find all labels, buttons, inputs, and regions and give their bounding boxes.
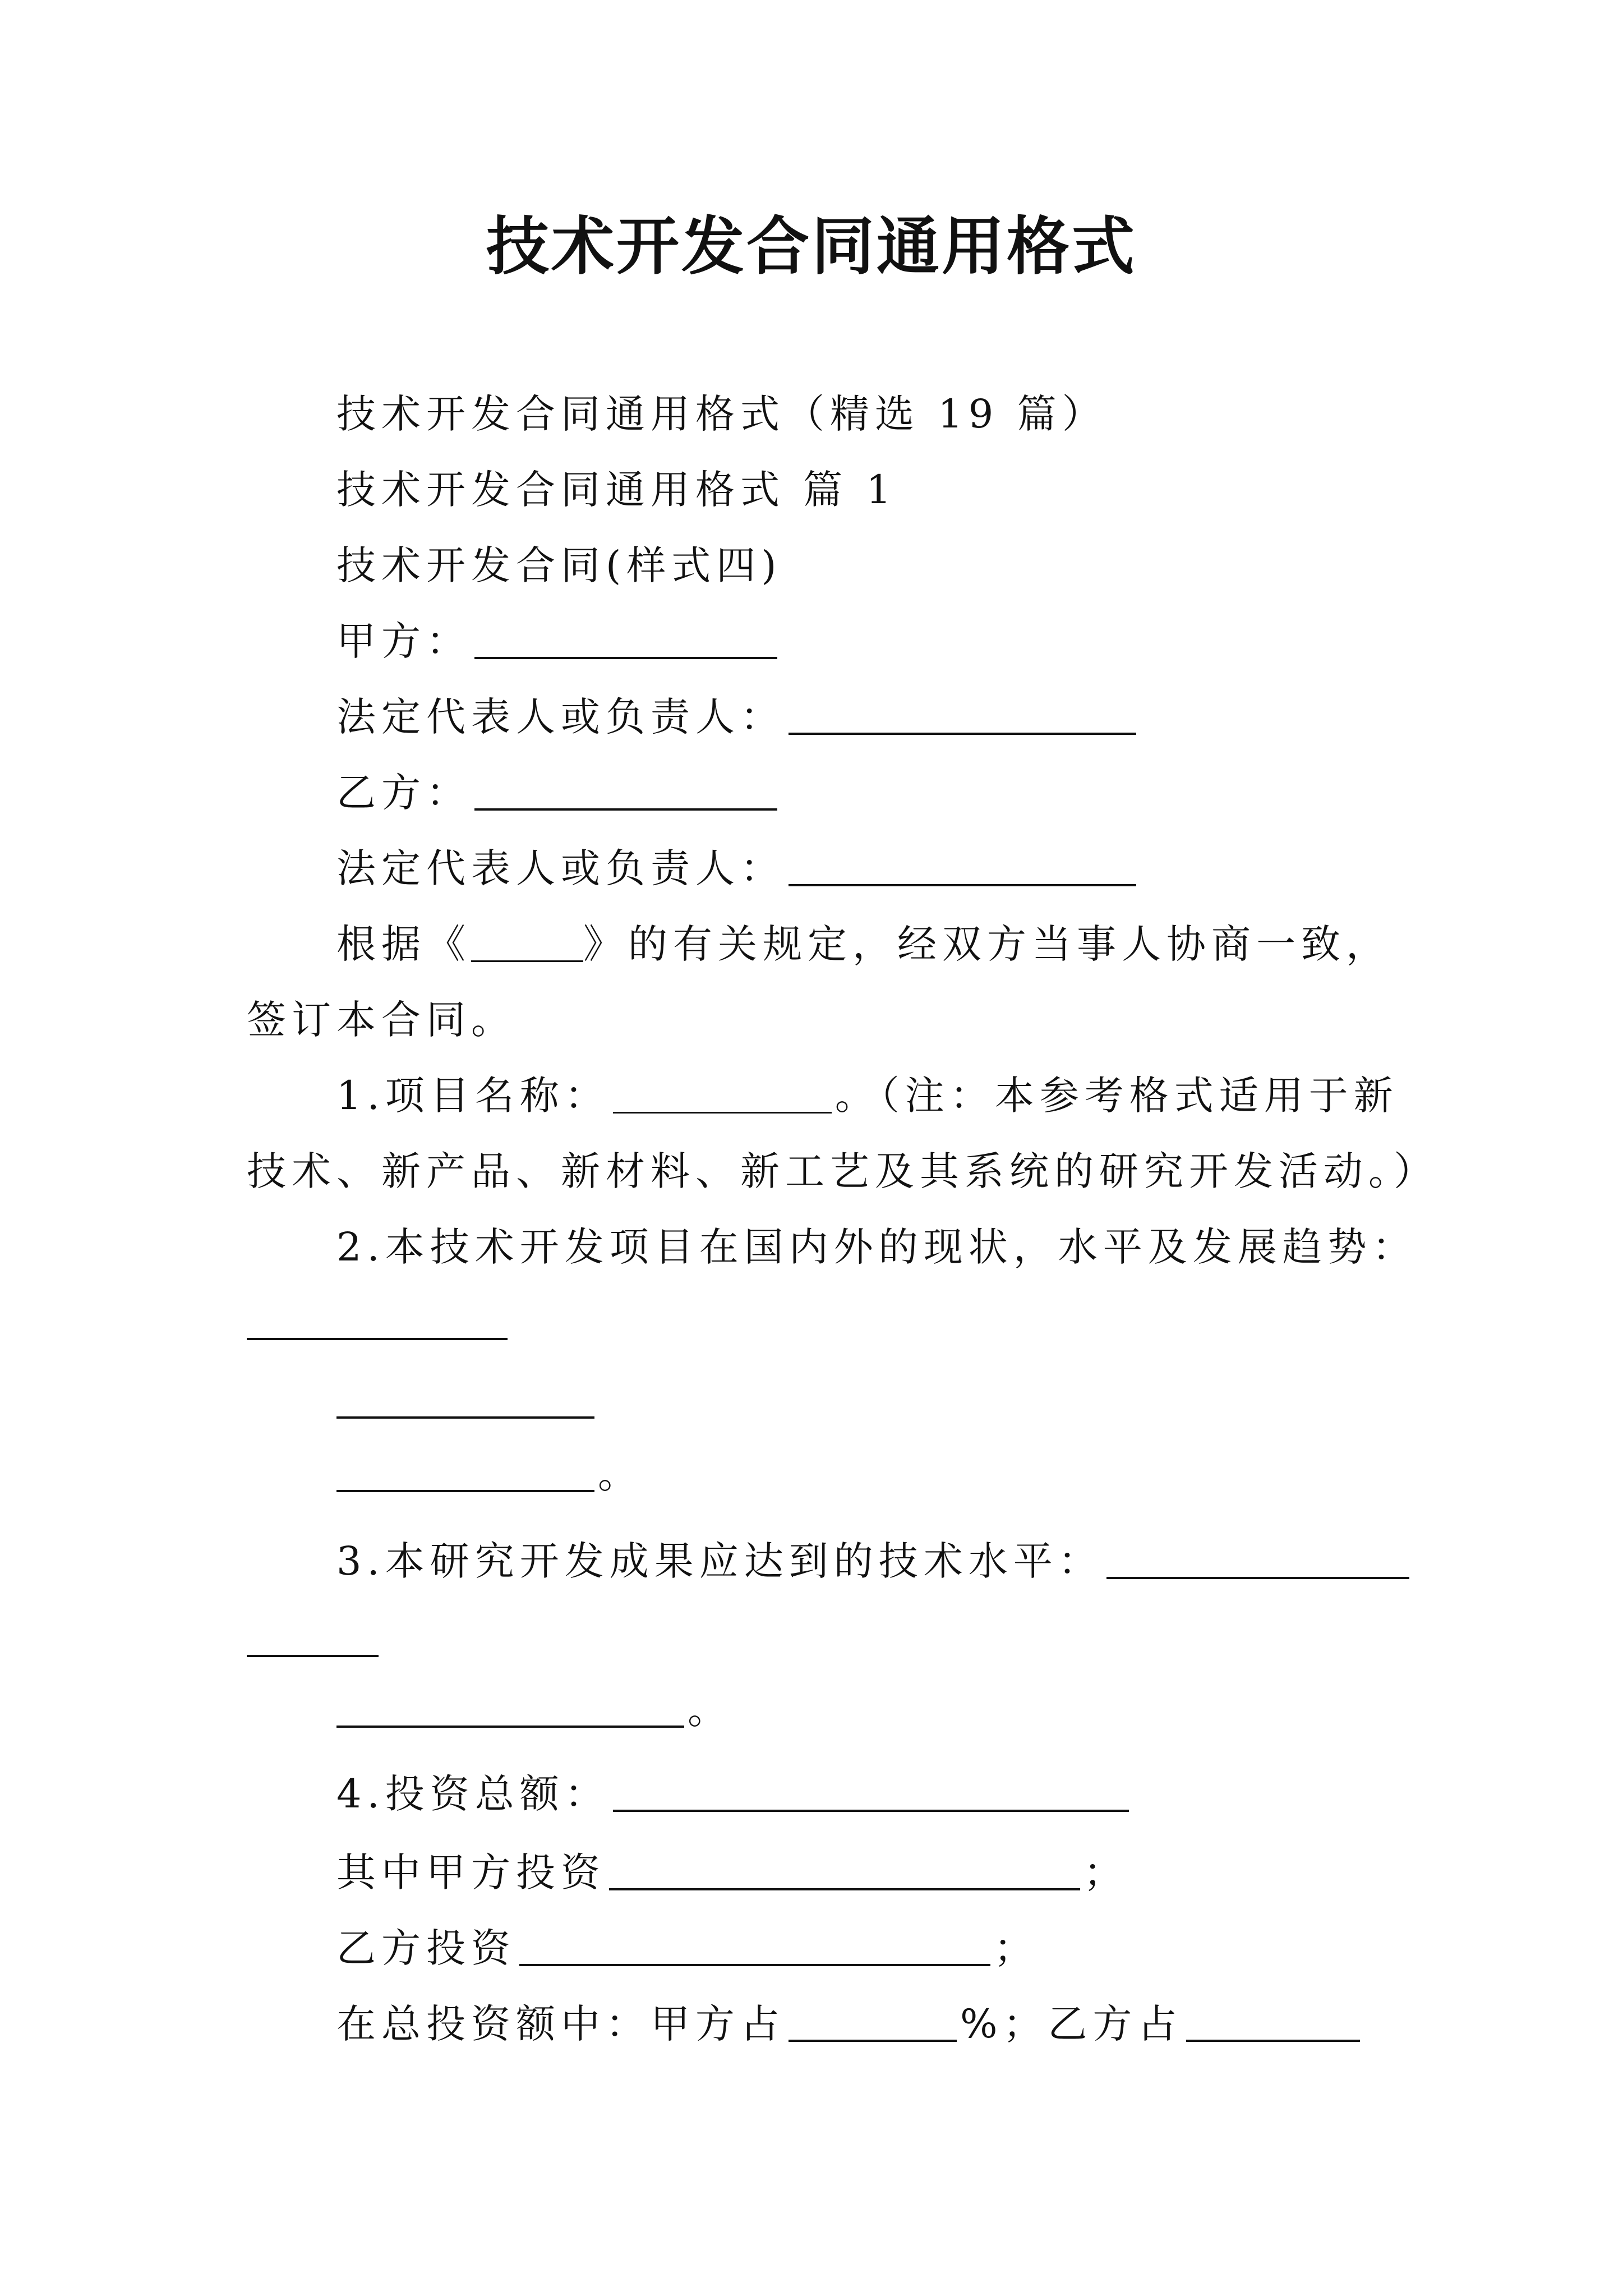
- basis-line: [336, 917, 1391, 971]
- party-b-blank: [474, 774, 777, 811]
- invest-a-label: 其中甲方投资: [336, 1849, 606, 1895]
- item3-blank-3: [336, 1691, 684, 1728]
- basis-pre: 根据《: [336, 921, 471, 967]
- item1-continuation: 技术、新产品、新材料、新工艺及其系统的研究开发活动。）: [247, 1148, 1438, 1194]
- item3-label: 3.本研究开发成果应达到的技术水平：: [336, 1538, 1103, 1584]
- investment-total-blank: [613, 1775, 1129, 1812]
- invest-b-blank: [519, 1929, 990, 1966]
- party-a-blank: [474, 622, 777, 659]
- rep-b-blank: [789, 849, 1136, 886]
- contract-style-line: 技术开发合同(样式四): [336, 542, 782, 588]
- share-pre: 在总投资额中：甲方占: [336, 2001, 785, 2047]
- item2-blank-3: [336, 1455, 594, 1492]
- invest-a-line: [336, 1846, 1128, 1899]
- item1-line: [336, 1069, 1399, 1122]
- rep-a-line: [336, 690, 1140, 744]
- item2-blank-2: [336, 1416, 594, 1419]
- item3-blank-1: [1106, 1542, 1409, 1579]
- invest-b-label: 乙方投资: [336, 1925, 516, 1971]
- item2-blank-1: [247, 1338, 508, 1340]
- subtitle-line: 技术开发合同通用格式（精选 19 篇）: [336, 391, 1107, 437]
- rep-a-blank: [789, 698, 1136, 735]
- invest-b-line: [336, 1921, 1039, 1975]
- rep-b-label: 法定代表人或负责人：: [336, 845, 785, 891]
- item2-line: 2.本技术开发项目在国内外的现状，水平及发展趋势：: [336, 1224, 1417, 1270]
- item1-pre: 1.项目名称：: [336, 1073, 610, 1119]
- law-blank: [471, 926, 583, 962]
- rep-a-label: 法定代表人或负责人：: [336, 694, 785, 740]
- item2-period: 。: [598, 1451, 643, 1497]
- share-a-blank: [789, 2005, 957, 2042]
- invest-b-semicolon: ；: [994, 1925, 1039, 1971]
- share-b-blank: [1186, 2005, 1360, 2042]
- invest-a-semicolon: ；: [1083, 1849, 1128, 1895]
- basis-continuation: 签订本合同。: [247, 997, 516, 1043]
- basis-post: 》的有关规定，经双方当事人协商一致，: [583, 921, 1391, 967]
- item3-blank-3-line: [336, 1683, 732, 1737]
- item3-line: [336, 1534, 1413, 1588]
- item2-blank-3-line: [336, 1447, 643, 1501]
- share-mid: %；乙方占: [960, 2001, 1183, 2047]
- item3-blank-2: [247, 1655, 379, 1657]
- document-title: 技术开发合同通用格式: [486, 210, 1137, 283]
- item4-line: [336, 1767, 1132, 1821]
- invest-a-blank: [609, 1853, 1080, 1890]
- party-b-label: 乙方：: [336, 770, 471, 816]
- section-heading: 技术开发合同通用格式 篇 1: [336, 467, 897, 513]
- rep-b-line: [336, 841, 1140, 895]
- share-line: [336, 1997, 1363, 2051]
- project-name-blank: [613, 1077, 832, 1114]
- party-a-label: 甲方：: [336, 618, 471, 664]
- party-a-line: [336, 614, 781, 668]
- item4-label: 4.投资总额：: [336, 1771, 610, 1817]
- party-b-line: [336, 766, 781, 820]
- item1-post: 。（注：本参考格式适用于新: [834, 1073, 1399, 1119]
- item3-period: 。: [688, 1687, 732, 1733]
